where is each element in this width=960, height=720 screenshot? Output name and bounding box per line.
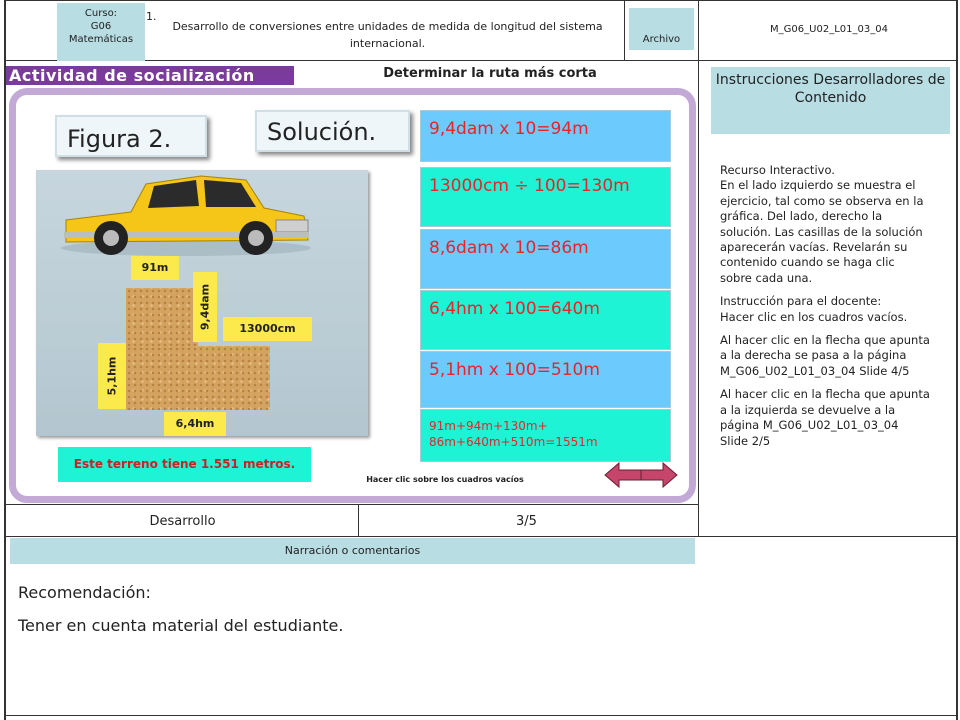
total-banner: Este terreno tiene 1.551 metros.: [58, 447, 311, 482]
course-subject: Matemáticas: [68, 34, 134, 45]
activity-subtitle: Determinar la ruta más corta: [383, 66, 597, 81]
table-border-right: [956, 0, 958, 720]
recommendation-title: Recomendación:: [18, 583, 151, 602]
stage-label: Desarrollo: [149, 514, 216, 529]
solution-box-3[interactable]: 8,6dam x 10=86m: [420, 229, 671, 289]
slide-number: 3/5: [516, 514, 537, 529]
solution-title: Solución.: [255, 110, 410, 152]
lesson-description: Desarrollo de conversiones entre unidades de medida de longitud del sistema internacional.: [172, 20, 603, 50]
course-badge: [57, 3, 145, 61]
instructions-p1: Recurso Interactivo. En el lado izquierdo se muestra el ejercicio, tal como se observa en la gráfica. Del lado, derecho la solución. Las casillas de la solución aparecerán vacías. Revelarán su contenido cuando se haga clic sobre cada una.: [720, 163, 924, 285]
label-5-1hm-text: 5,1hm: [105, 356, 119, 396]
archivo-label: Archivo: [629, 8, 694, 50]
course-group: G06: [90, 21, 112, 32]
course-label: Curso:: [84, 8, 118, 19]
label-9-4dam: [193, 272, 217, 342]
solution-box-6-line1: 91m+94m+130m+: [429, 419, 548, 433]
solution-box-4[interactable]: 6,4hm x 100=640m: [420, 290, 671, 350]
nav-arrows: [603, 461, 679, 489]
label-9-4dam-text: 9,4dam: [198, 283, 212, 331]
recommendation-text: Tener en cuenta material del estudiante.: [18, 616, 344, 635]
lot-shape-horizontal: [126, 346, 270, 410]
solution-box-5[interactable]: 5,1hm x 100=510m: [420, 351, 671, 408]
table-border-bottom: [4, 715, 958, 716]
col-divider-archivo: [624, 0, 625, 60]
col-divider-right: [698, 0, 699, 537]
solution-box-6-line2: 86m+640m+510m=1551m: [429, 435, 598, 449]
file-code: M_G06_U02_L01_03_04: [770, 24, 888, 35]
prev-arrow-icon[interactable]: [605, 463, 641, 487]
row-divider-1: [4, 60, 958, 61]
instructions-p2: Instrucción para el docente: Hacer clic en los cuadros vacíos.: [720, 294, 908, 324]
label-5-1hm: [98, 343, 126, 409]
solution-box-2[interactable]: 13000cm ÷ 100=130m: [420, 167, 671, 227]
figure-title: Figura 2.: [55, 115, 207, 157]
row-divider-2: [4, 504, 699, 505]
table-border-left: [4, 0, 6, 720]
instructions-p4: Al hacer clic en la flecha que apunta a la izquierda se devuelve a la página M_G06_U02_L01_03_04 Slide 2/5: [720, 387, 930, 448]
label-91m: 91m: [131, 256, 179, 280]
solution-box-6[interactable]: [420, 409, 671, 462]
table-border-top: [4, 0, 958, 1]
next-arrow-icon[interactable]: [641, 463, 677, 487]
instructions-title: Instrucciones Desarrolladores de Contenido: [711, 67, 950, 134]
hint-text: Hacer clic sobre los cuadros vacíos: [366, 475, 524, 484]
row-number: 1.: [146, 10, 157, 23]
narration-header: Narración o comentarios: [10, 538, 695, 564]
activity-title: Actividad de socialización: [6, 66, 294, 85]
label-6-4hm: 6,4hm: [164, 412, 226, 436]
solution-box-1[interactable]: 9,4dam x 10=94m: [420, 110, 671, 162]
instructions-p3: Al hacer clic en la flecha que apunta a la derecha se pasa a la página M_G06_U02_L01_03_04 Slide 4/5: [720, 333, 930, 378]
instructions-body: [720, 163, 930, 457]
label-13000cm: 13000cm: [223, 317, 312, 341]
